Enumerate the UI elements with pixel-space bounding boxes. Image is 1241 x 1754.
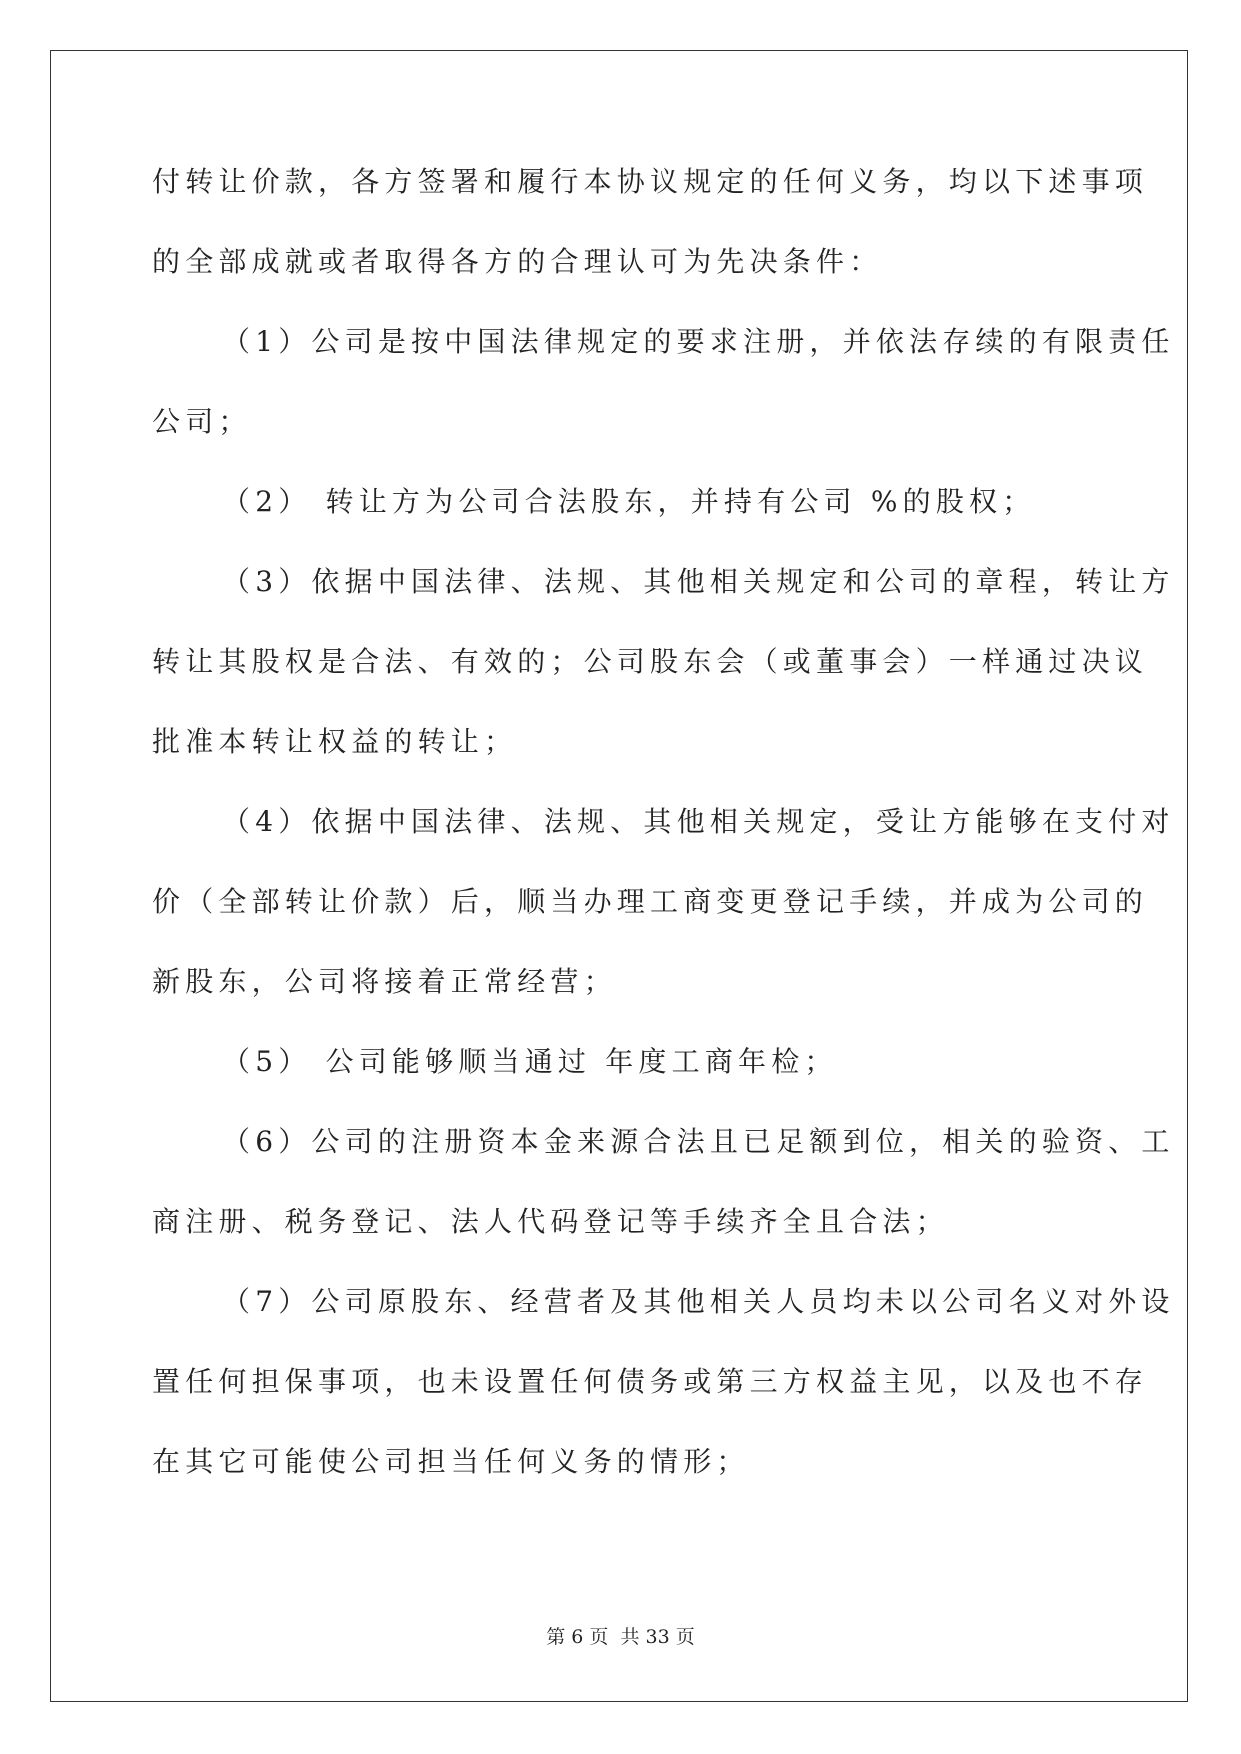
text-line: 批准本转让权益的转让；: [152, 725, 518, 758]
text-line: 在其它可能使公司担当任何义务的情形；: [152, 1445, 750, 1478]
text-line: 付转让价款，各方签署和履行本协议规定的任何义务，均以下述事项: [152, 165, 1149, 198]
clause-4-line: （4）依据中国法律、法规、其他相关规定，受让方能够在支付对: [222, 805, 1175, 838]
text-line: 公司；: [152, 405, 252, 438]
clause-1-line: （1）公司是按中国法律规定的要求注册，并依法存续的有限责任: [222, 325, 1175, 358]
clause-2-line: （2） 转让方为公司合法股东，并持有公司 %的股权；: [222, 485, 1036, 518]
text-line: 价（全部转让价款）后，顺当办理工商变更登记手续，并成为公司的: [152, 885, 1149, 918]
page-footer: [0, 1622, 1241, 1649]
page-number: 第 6 页: [546, 1626, 609, 1648]
text-line: 商注册、税务登记、法人代码登记等手续齐全且合法；: [152, 1205, 949, 1238]
clause-5-line: （5） 公司能够顺当通过 年度工商年检；: [222, 1045, 838, 1078]
text-line: 新股东，公司将接着正常经营；: [152, 965, 617, 998]
text-line: 的全部成就或者取得各方的合理认可为先决条件：: [152, 245, 883, 278]
document-body: [152, 162, 1175, 1522]
text-line: 置任何担保事项，也未设置任何债务或第三方权益主见，以及也不存: [152, 1365, 1149, 1398]
text-line: 转让其股权是合法、有效的；公司股东会（或董事会）一样通过决议: [152, 645, 1149, 678]
page-total: 共 33 页: [620, 1626, 695, 1648]
clause-3-line: （3）依据中国法律、法规、其他相关规定和公司的章程，转让方: [222, 565, 1175, 598]
clause-6-line: （6）公司的注册资本金来源合法且已足额到位，相关的验资、工: [222, 1125, 1175, 1158]
clause-7-line: （7）公司原股东、经营者及其他相关人员均未以公司名义对外设: [222, 1285, 1175, 1318]
